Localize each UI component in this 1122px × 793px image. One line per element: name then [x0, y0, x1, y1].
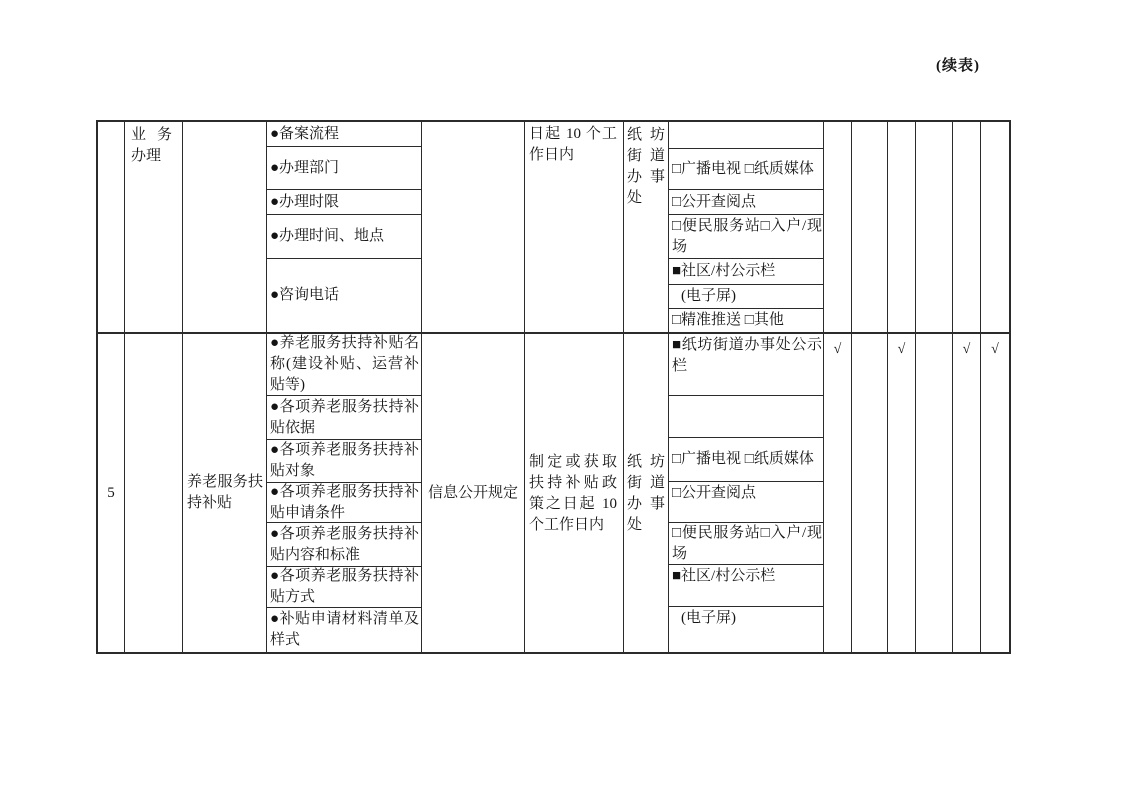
- channel-cell: [669, 285, 823, 309]
- content-item-text: ●各项养老服务扶持补贴方式: [270, 568, 419, 605]
- col-mark-6: [981, 122, 1009, 332]
- deadline-cell: [525, 334, 623, 652]
- mark-cell: [953, 334, 980, 652]
- col-mark-3: [888, 122, 916, 332]
- col-channels: [669, 122, 824, 332]
- agency-cell: [624, 334, 668, 652]
- channel-text: □公开查阅点: [672, 193, 757, 210]
- col-mark-2: [852, 334, 888, 652]
- channel-text: (电子屏): [681, 288, 736, 304]
- content-item-text: ●办理时限: [270, 193, 340, 210]
- col-category: [125, 334, 183, 652]
- col-content-items: [267, 122, 422, 332]
- content-item-cell: [267, 334, 421, 396]
- col-row-number: [98, 334, 125, 652]
- check-mark: √: [991, 342, 999, 357]
- content-item-cell: [267, 567, 421, 608]
- col-mark-4: [916, 122, 953, 332]
- mark-cell: [981, 122, 1009, 332]
- col-content-items: [267, 334, 422, 652]
- item-name-cell: [183, 122, 266, 332]
- disclosure-table: [96, 120, 1011, 654]
- mark-cell: [888, 334, 915, 652]
- channel-cell: [669, 565, 823, 607]
- content-item-cell: [267, 396, 421, 440]
- col-basis: [422, 334, 525, 652]
- agency-text: 纸坊街道办事处: [627, 127, 665, 206]
- channel-cell: [669, 334, 823, 396]
- content-item-cell: [267, 190, 421, 215]
- col-category: [125, 122, 183, 332]
- channel-cell: [669, 396, 823, 438]
- item-name-text: 养老服务扶持补贴: [187, 474, 263, 511]
- mark-cell: [852, 334, 887, 652]
- channel-cell: [669, 259, 823, 285]
- channel-text: □便民服务站□入户/现场: [672, 217, 822, 255]
- channel-cell: [669, 607, 823, 630]
- channel-text: □广播电视 □纸质媒体: [672, 451, 814, 467]
- content-item-cell: [267, 440, 421, 483]
- check-mark: √: [833, 342, 842, 357]
- channel-cell: [669, 149, 823, 190]
- col-mark-6: [981, 334, 1009, 652]
- mark-cell: [953, 122, 980, 332]
- agency-cell: [624, 122, 668, 332]
- col-agency: [624, 122, 669, 332]
- continuation-label: (续表): [936, 58, 980, 74]
- col-item-name: [183, 334, 267, 652]
- content-item-text: ●办理部门: [270, 159, 340, 176]
- check-mark: √: [962, 342, 971, 357]
- channel-text: ■纸坊街道办事处公示栏: [672, 337, 822, 374]
- channel-text: □广播电视 □纸质媒体: [672, 160, 814, 177]
- col-basis: [422, 122, 525, 332]
- channel-text: (电子屏): [681, 610, 736, 626]
- col-mark-3: [888, 334, 916, 652]
- category-cell: [125, 122, 182, 332]
- channel-cell: [669, 523, 823, 565]
- mark-cell: [916, 334, 952, 652]
- content-item-text: ●办理时间、地点: [270, 228, 385, 244]
- col-mark-4: [916, 334, 953, 652]
- row-number-text: 5: [107, 484, 115, 501]
- check-mark: √: [897, 342, 906, 357]
- content-item-text: ●咨询电话: [270, 287, 340, 303]
- mark-cell: [852, 122, 887, 332]
- agency-text: 纸坊街道办事处: [627, 454, 665, 533]
- channel-cell: [669, 190, 823, 215]
- table-section-row5: [98, 334, 1009, 652]
- content-item-text: ●备案流程: [270, 125, 340, 142]
- content-item-cell: [267, 215, 421, 259]
- col-item-name: [183, 122, 267, 332]
- content-item-text: ●各项养老服务扶持补贴申请条件: [270, 483, 419, 521]
- category-text: 业务办理: [131, 127, 172, 164]
- category-cell: [125, 334, 182, 652]
- col-deadline: [525, 122, 624, 332]
- deadline-cell: [525, 122, 623, 332]
- content-item-text: ●各项养老服务扶持补贴内容和标准: [270, 525, 419, 563]
- item-name-cell: [183, 334, 266, 652]
- content-item-cell: [267, 122, 421, 147]
- col-mark-5: [953, 122, 981, 332]
- deadline-text: 制定或获取扶持补贴政策之日起 10 个工作日内: [529, 453, 617, 533]
- deadline-text: 日起 10 个工作日内: [529, 126, 617, 163]
- channel-cell: [669, 309, 823, 332]
- content-item-text: ●各项养老服务扶持补贴对象: [270, 442, 419, 479]
- content-item-cell: [267, 259, 421, 332]
- col-agency: [624, 334, 669, 652]
- col-channels: [669, 334, 824, 652]
- channel-text: □精准推送 □其他: [672, 312, 784, 328]
- col-mark-1: [824, 122, 852, 332]
- mark-cell: [916, 122, 952, 332]
- mark-cell: [824, 122, 851, 332]
- channel-text: □便民服务站□入户/现场: [672, 524, 822, 562]
- channel-cell: [669, 122, 823, 149]
- col-mark-5: [953, 334, 981, 652]
- mark-cell: [888, 122, 915, 332]
- content-item-cell: [267, 147, 421, 190]
- mark-cell: [981, 334, 1009, 652]
- table-section-continued: [98, 122, 1009, 334]
- row-number-cell: [98, 122, 124, 332]
- basis-cell: [422, 334, 524, 652]
- col-mark-2: [852, 122, 888, 332]
- channel-cell: [669, 482, 823, 523]
- row-number-cell: [98, 334, 124, 652]
- basis-text: 信息公开规定: [427, 484, 518, 501]
- content-item-text: ●养老服务扶持补贴名称(建设补贴、运营补贴等): [270, 335, 419, 393]
- col-row-number: [98, 122, 125, 332]
- channel-cell: [669, 438, 823, 482]
- content-item-cell: [267, 608, 421, 652]
- content-item-cell: [267, 523, 421, 567]
- content-item-text: ●各项养老服务扶持补贴依据: [270, 398, 419, 436]
- content-item-cell: [267, 483, 421, 523]
- channel-text: □公开查阅点: [672, 485, 757, 501]
- col-deadline: [525, 334, 624, 652]
- col-mark-1: [824, 334, 852, 652]
- basis-cell: [422, 122, 524, 332]
- mark-cell: [824, 334, 851, 652]
- channel-text: ■社区/村公示栏: [672, 568, 776, 584]
- content-item-text: ●补贴申请材料清单及样式: [270, 611, 419, 648]
- channel-cell: [669, 215, 823, 259]
- channel-text: ■社区/村公示栏: [672, 263, 776, 279]
